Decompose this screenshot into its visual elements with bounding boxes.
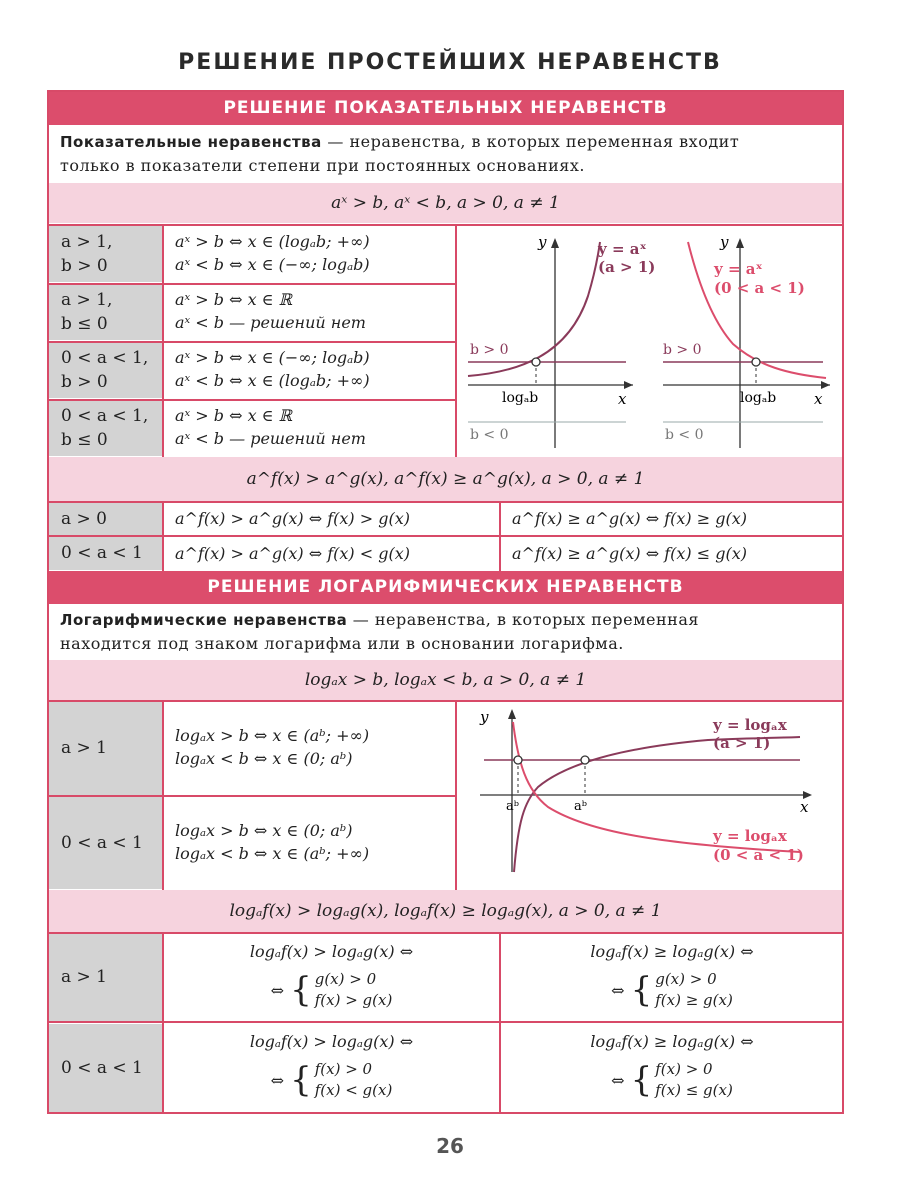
exp-g2-curve-label: y = aˣ xyxy=(714,260,763,278)
exp-cond-2-b: b ≤ 0 xyxy=(61,314,108,334)
exp-graph-decreasing xyxy=(663,233,830,448)
exp-section-header: РЕШЕНИЕ ПОКАЗАТЕЛЬНЫХ НЕРАВЕНСТВ xyxy=(49,92,842,125)
exp-row-4 xyxy=(165,401,455,456)
log-row-1-line2: logₐx < b ⇔ x ∈ (0; aᵇ) xyxy=(175,749,353,768)
log-def-term: Логарифмические неравенства xyxy=(60,611,348,629)
exp-g1-x-arrow xyxy=(624,381,633,389)
exp-row-2-line1: aˣ > b ⇔ x ∈ ℝ xyxy=(175,290,292,309)
log-gl2-s1: f(x) > 0 xyxy=(314,1060,373,1078)
exp-cond-1-a: a > 1, xyxy=(61,232,113,252)
exp-g2-x-arrow xyxy=(821,381,830,389)
exp-g1-y-label: y xyxy=(538,233,547,251)
log-forms-band: logₐx > b, logₐx < b, a > 0, a ≠ 1 xyxy=(49,660,842,700)
exp-def-line2: только в показатели степени при постоянных основаниях. xyxy=(60,156,585,175)
log-curve2-label: y = logₐx xyxy=(713,827,787,845)
log-gr1-arrow: ⇔ xyxy=(611,980,625,1000)
exp-g1-point xyxy=(532,358,540,366)
log-section-header: РЕШЕНИЕ ЛОГАРИФМИЧЕСКИХ НЕРАВЕНСТВ xyxy=(49,571,842,604)
log-gl2-brace: { xyxy=(290,1060,312,1100)
log-gl1-top: logₐf(x) > logₐg(x) ⇔ xyxy=(249,942,414,961)
log-gr2-arrow: ⇔ xyxy=(611,1070,625,1090)
log-general-cond-1: a > 1 xyxy=(49,934,162,1021)
log-gl2-lines xyxy=(315,1059,393,1101)
exp-g2-x-label: x xyxy=(814,390,823,408)
exp-cond-4 xyxy=(49,401,162,456)
log-cond-2: 0 < a < 1 xyxy=(49,797,162,889)
log-y-label: y xyxy=(480,708,489,726)
page-number: 26 xyxy=(436,1134,464,1158)
exp-row-3 xyxy=(165,343,455,398)
exp-graphs xyxy=(458,226,842,456)
exp-graph-increasing xyxy=(468,233,655,448)
exp-cond-3 xyxy=(49,343,162,398)
log-gen-divider-h2 xyxy=(49,1021,842,1023)
log-gr2-s2: f(x) ≤ g(x) xyxy=(655,1081,733,1099)
exp-row-3-line1: aˣ > b ⇔ x ∈ (−∞; logₐb) xyxy=(175,348,370,367)
exp-cond-1-b: b > 0 xyxy=(61,256,108,276)
log-definition xyxy=(60,608,840,656)
log-gr2-top: logₐf(x) ≥ logₐg(x) ⇔ xyxy=(590,1032,754,1051)
page-title: РЕШЕНИЕ ПРОСТЕЙШИХ НЕРАВЕНСТВ xyxy=(178,50,722,75)
log-cond-1: a > 1 xyxy=(49,702,162,795)
log-point-2 xyxy=(581,756,589,764)
exp-g1-bneg: b < 0 xyxy=(470,427,509,443)
exp-g1-curve-cond: (a > 1) xyxy=(598,258,656,276)
log-gen-divider-v1 xyxy=(162,932,164,1112)
exp-gen-divider-h1 xyxy=(49,501,842,503)
exp-gen-divider-v2 xyxy=(499,501,501,571)
exp-g1-y-arrow xyxy=(551,238,559,248)
exp-row-4-line1: aˣ > b ⇔ x ∈ ℝ xyxy=(175,406,292,425)
exp-divider-h2 xyxy=(49,341,457,343)
log-general-right-2 xyxy=(502,1024,842,1112)
log-y-arrow xyxy=(508,709,516,719)
log-divider-v2 xyxy=(455,700,457,890)
exp-g2-bpos: b > 0 xyxy=(663,342,702,358)
exp-g2-point xyxy=(752,358,760,366)
exp-gen-divider-v1 xyxy=(162,501,164,571)
log-gl1-s1: g(x) > 0 xyxy=(314,970,377,988)
log-curve1-cond: (a > 1) xyxy=(713,734,771,752)
exp-general-cond-1: a > 0 xyxy=(49,503,162,535)
log-tick-2: aᵇ xyxy=(574,799,587,814)
log-curve2-cond: (0 < a < 1) xyxy=(713,846,804,864)
log-point-1 xyxy=(514,756,522,764)
log-def-line2: находится под знаком логарифма или в основании логарифма. xyxy=(60,634,624,653)
exp-row-4-line2: aˣ < b — решений нет xyxy=(175,429,366,448)
exp-def-line1: — неравенства, в которых переменная входит xyxy=(321,132,740,151)
log-gr1-s1: g(x) > 0 xyxy=(655,970,717,988)
log-gen-divider-v2 xyxy=(499,932,501,1112)
exp-cond-2-a: a > 1, xyxy=(61,290,113,310)
log-general-right-1 xyxy=(502,934,842,1021)
log-general-left-2 xyxy=(165,1024,498,1112)
log-tick-1: aᵇ xyxy=(506,799,519,814)
log-gl1-s2: f(x) > g(x) xyxy=(314,991,393,1009)
exp-row-1-line2: aˣ < b ⇔ x ∈ (−∞; logₐb) xyxy=(175,255,370,274)
exp-g1-bpos: b > 0 xyxy=(470,342,509,358)
exp-g2-y-label: y xyxy=(720,233,729,251)
log-gr1-lines xyxy=(655,969,733,1011)
log-gl2-top: logₐf(x) > logₐg(x) ⇔ xyxy=(249,1032,414,1051)
exp-row-1-line1: aˣ > b ⇔ x ∈ (logₐb; +∞) xyxy=(175,232,370,251)
exp-g2-curve-cond: (0 < a < 1) xyxy=(714,279,805,297)
exp-cond-3-b: b > 0 xyxy=(61,372,108,392)
log-row-1-line1: logₐx > b ⇔ x ∈ (aᵇ; +∞) xyxy=(175,726,370,745)
log-gl2-arrow: ⇔ xyxy=(270,1070,285,1090)
exp-general-right-2: a^f(x) ≥ a^g(x) ⇔ f(x) ≤ g(x) xyxy=(512,544,747,563)
log-divider-h1 xyxy=(49,795,457,797)
exp-general-band: a^f(x) > a^g(x), a^f(x) ≥ a^g(x), a > 0, a ≠ 1 xyxy=(49,457,842,501)
log-def-line1: — неравенства, в которых переменная xyxy=(347,610,699,629)
exp-row-1 xyxy=(165,226,455,282)
log-gr1-brace: { xyxy=(630,970,653,1010)
log-gr2-brace: { xyxy=(630,1060,653,1100)
exp-def-term: Показательные неравенства xyxy=(60,133,322,151)
log-general-left-1 xyxy=(165,934,498,1021)
log-gr2-lines xyxy=(655,1059,733,1101)
exp-g1-curve-label: y = aˣ xyxy=(598,240,647,258)
log-x-label: x xyxy=(800,798,809,816)
log-row-2-line1: logₐx > b ⇔ x ∈ (0; aᵇ) xyxy=(175,821,353,840)
exp-cond-1 xyxy=(49,226,162,282)
log-row-1 xyxy=(165,702,455,795)
exp-row-3-line2: aˣ < b ⇔ x ∈ (logₐb; +∞) xyxy=(175,371,370,390)
exp-gen-divider-h2 xyxy=(49,535,842,537)
log-gl1-arrow: ⇔ xyxy=(270,980,285,1000)
log-gen-divider-h1 xyxy=(49,932,842,934)
log-gr1-system xyxy=(502,969,842,1011)
exp-cond-4-a: 0 < a < 1, xyxy=(61,406,149,426)
log-row-2 xyxy=(165,797,455,889)
exp-row-2-line2: aˣ < b — решений нет xyxy=(175,313,366,332)
log-graph xyxy=(458,702,842,889)
exp-g1-x-label: x xyxy=(618,390,627,408)
log-divider-v1 xyxy=(162,700,164,890)
exp-cond-4-b: b ≤ 0 xyxy=(61,430,108,450)
exp-divider-h3 xyxy=(49,399,457,401)
log-row-2-line2: logₐx < b ⇔ x ∈ (aᵇ; +∞) xyxy=(175,844,370,863)
log-gl2-system xyxy=(165,1059,498,1101)
log-general-band: logₐf(x) > logₐg(x), logₐf(x) ≥ logₐg(x), a > 0, a ≠ 1 xyxy=(49,890,842,932)
log-gr1-top: logₐf(x) ≥ logₐg(x) ⇔ xyxy=(590,942,754,961)
exp-g2-bneg: b < 0 xyxy=(665,427,704,443)
log-curve1-label: y = logₐx xyxy=(713,716,787,734)
log-gl1-brace: { xyxy=(290,970,312,1010)
exp-cond-2 xyxy=(49,285,162,340)
exp-general-right-1: a^f(x) ≥ a^g(x) ⇔ f(x) ≥ g(x) xyxy=(512,509,747,528)
log-gl1-lines xyxy=(315,969,393,1011)
exp-divider-h1 xyxy=(49,283,457,285)
exp-row-2 xyxy=(165,285,455,340)
log-gl2-s2: f(x) < g(x) xyxy=(314,1081,393,1099)
exp-definition xyxy=(60,130,840,178)
exp-g2-y-arrow xyxy=(736,238,744,248)
log-gr2-system xyxy=(502,1059,842,1101)
exp-cond-3-a: 0 < a < 1, xyxy=(61,348,149,368)
exp-general-cond-2: 0 < a < 1 xyxy=(49,537,162,570)
log-gr1-s2: f(x) ≥ g(x) xyxy=(655,991,733,1009)
exp-general-left-2: a^f(x) > a^g(x) ⇔ f(x) < g(x) xyxy=(175,544,410,563)
exp-g1-tick: logₐb xyxy=(502,390,539,406)
exp-forms-band: aˣ > b, aˣ < b, a > 0, a ≠ 1 xyxy=(49,183,842,223)
log-gl1-system xyxy=(165,969,498,1011)
log-gr2-s1: f(x) > 0 xyxy=(655,1060,713,1078)
exp-general-left-1: a^f(x) > a^g(x) ⇔ f(x) > g(x) xyxy=(175,509,410,528)
exp-g2-tick: logₐb xyxy=(740,390,777,406)
log-general-cond-2: 0 < a < 1 xyxy=(49,1024,162,1112)
